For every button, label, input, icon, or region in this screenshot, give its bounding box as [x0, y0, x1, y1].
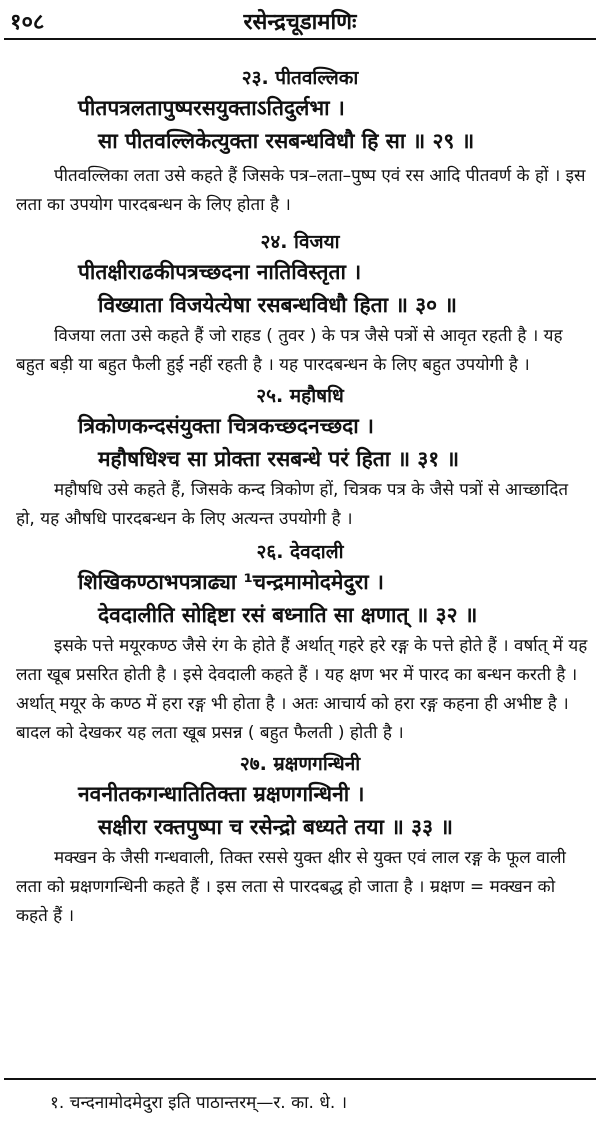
- page-number: १०८: [10, 10, 45, 35]
- section-pitavallika: [0, 64, 600, 220]
- commentary: [0, 844, 600, 931]
- verse-line-1: शिखिकण्ठाभपत्राढ्या ¹चन्द्रमामोदमेदुरा ।: [78, 570, 384, 594]
- page-header: [0, 0, 600, 38]
- verse-line-2: सक्षीरा रक्तपुष्पा च रसेन्द्रो बध्यते तया ॥ ३३ ॥: [98, 815, 453, 839]
- section-title: २६. देवदाली: [256, 541, 344, 563]
- section-mahaushadhi: [0, 382, 600, 534]
- verse-line-2: सा पीतवल्लिकेत्युक्ता रसबन्धविधौ हि सा ॥ २९ ॥: [98, 129, 475, 153]
- section-title: २४. विजया: [260, 231, 340, 253]
- section-title: २७. म्रक्षणगन्धिनी: [239, 753, 361, 775]
- verse-line-1: त्रिकोणकन्दसंयुक्ता चित्रकच्छदनच्छदा ।: [78, 414, 374, 438]
- commentary-text: महौषधि उसे कहते हैं, जिसके कन्द त्रिकोण हों, चित्रक पत्र के जैसे पत्रों से आच्छादित हो, यह औषधि पारदबन्धन के लिए अत्यन्त उपयोगी है ।: [16, 480, 569, 529]
- commentary: [0, 476, 600, 534]
- section-devadali: [0, 538, 600, 748]
- section-mrakshanagandhini: [0, 750, 600, 931]
- commentary-text: पीतवल्लिका लता उसे कहते हैं जिसके पत्र–लता–पुष्प एवं रस आदि पीतवर्ण के हों । इस लता का उपयोग पारदबन्धन के लिए होता है ।: [16, 166, 586, 215]
- verse-line-2: विख्याता विजयेत्येषा रसबन्धविधौ हिता ॥ ३० ॥: [98, 293, 457, 317]
- commentary-text: विजया लता उसे कहते हैं जो राहड ( तुवर ) के पत्र जैसे पत्रों से आवृत रहती है । यह बहुत बड़ी या बहुत फैली हुई नहीं रहती है । यह पारदबन्धन के लिए बहुत उपयोगी है ।: [16, 326, 563, 375]
- book-title: रसेन्द्रचूडामणिः: [243, 10, 357, 35]
- verse-line-2: देवदालीति सोद्दिष्टा रसं बध्नाति सा क्षणात् ॥ ३२ ॥: [98, 603, 478, 627]
- section-title: २५. महौषधि: [256, 385, 344, 407]
- footnote-rule: [4, 1078, 596, 1080]
- commentary: [0, 162, 600, 220]
- footnote: १. चन्दनामोदमेदुरा इति पाठान्तरम्—र. का. धे. ।: [50, 1093, 348, 1113]
- commentary: [0, 632, 600, 748]
- verse-line-2: महौषधिश्च सा प्रोक्ता रसबन्धे परं हिता ॥ ३१ ॥: [98, 447, 460, 471]
- section-vijaya: [0, 228, 600, 380]
- verse-line-1: पीतक्षीराढकीपत्रच्छदना नातिविस्तृता ।: [78, 260, 362, 284]
- header-rule: [4, 38, 596, 40]
- commentary-text: मक्खन के जैसी गन्धवाली, तिक्त रससे युक्त क्षीर से युक्त एवं लाल रङ्ग के फूल वाली लता को म्रक्षणगन्धिनी कहते हैं । इस लता से पारदबद्ध हो जाता है । म्रक्षण = मक्खन को कहते हैं ।: [16, 848, 566, 926]
- section-title: २३. पीतवल्लिका: [241, 67, 359, 89]
- verse-line-1: नवनीतकगन्धातितिक्ता म्रक्षणगन्धिनी ।: [78, 782, 365, 806]
- verse-line-1: पीतपत्रलतापुष्परसयुक्ताऽतिदुर्लभा ।: [78, 96, 345, 120]
- commentary: [0, 322, 600, 380]
- commentary-text: इसके पत्ते मयूरकण्ठ जैसे रंग के होते हैं अर्थात् गहरे हरे रङ्ग के पत्ते होते हैं । वर्षात् में यह लता खूब प्रसरित होती है । इसे देवदाली कहते हैं । यह क्षण भर में पारद का बन्धन करती है । अर्थात् मयूर के कण्ठ में हरा रङ्ग भी होता है । अतः आचार्य को हरा रङ्ग कहना ही अभीष्ट है । बादल को देखकर यह लता खूब प्रसन्न ( बहुत फैलती ) होती है ।: [16, 636, 588, 743]
